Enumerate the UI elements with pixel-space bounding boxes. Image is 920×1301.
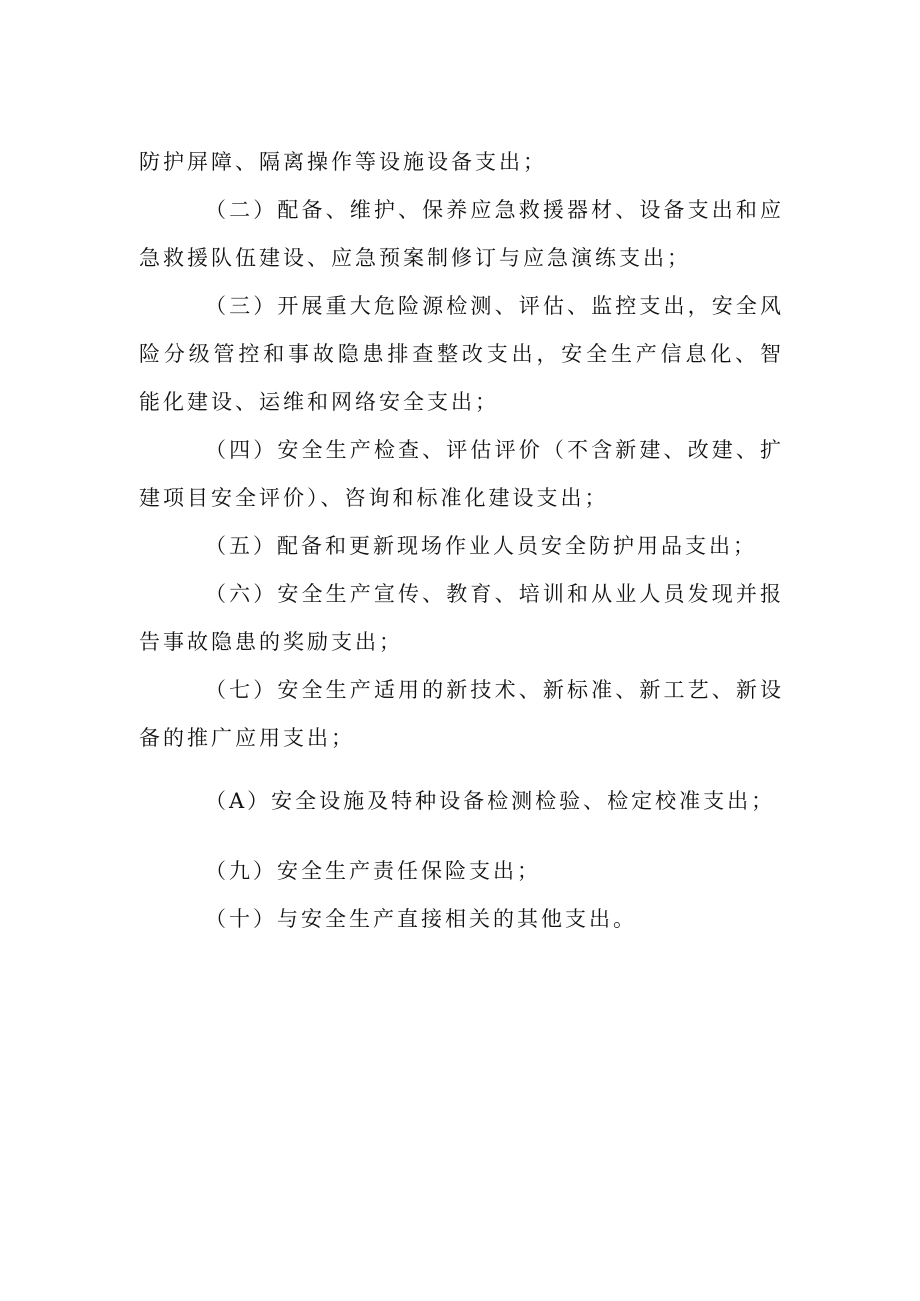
paragraph-item-4: （四）安全生产检查、评估评价（不含新建、改建、扩建项目安全评价）、咨询和标准化建设支出； (139, 438, 784, 510)
paragraph-item-5: （五）配备和更新现场作业人员安全防护用品支出； (205, 534, 757, 558)
paragraph-item-3: （三）开展重大危险源检测、评估、监控支出，安全风险分级管控和事故隐患排查整改支出，安全生产信息化、智能化建设、运维和网络安全支出； (139, 294, 784, 414)
paragraph-continuation: 防护屏障、隔离操作等设施设备支出； (139, 150, 547, 174)
paragraph-item-2: （二）配备、维护、保养应急救援器材、设备支出和应急救援队伍建设、应急预案制修订与应急演练支出； (139, 198, 784, 270)
paragraph-item-6: （六）安全生产宣传、教育、培训和从业人员发现并报告事故隐患的奖励支出； (139, 582, 784, 654)
paragraph-item-9: （九）安全生产责任保险支出； (205, 859, 541, 883)
paragraph-item-7: （七）安全生产适用的新技术、新标准、新工艺、新设备的推广应用支出； (139, 678, 784, 750)
paragraph-item-8: （A）安全设施及特种设备检测检验、检定校准支出； (205, 789, 776, 813)
paragraph-item-10: （十）与安全生产直接相关的其他支出。 (205, 907, 637, 931)
